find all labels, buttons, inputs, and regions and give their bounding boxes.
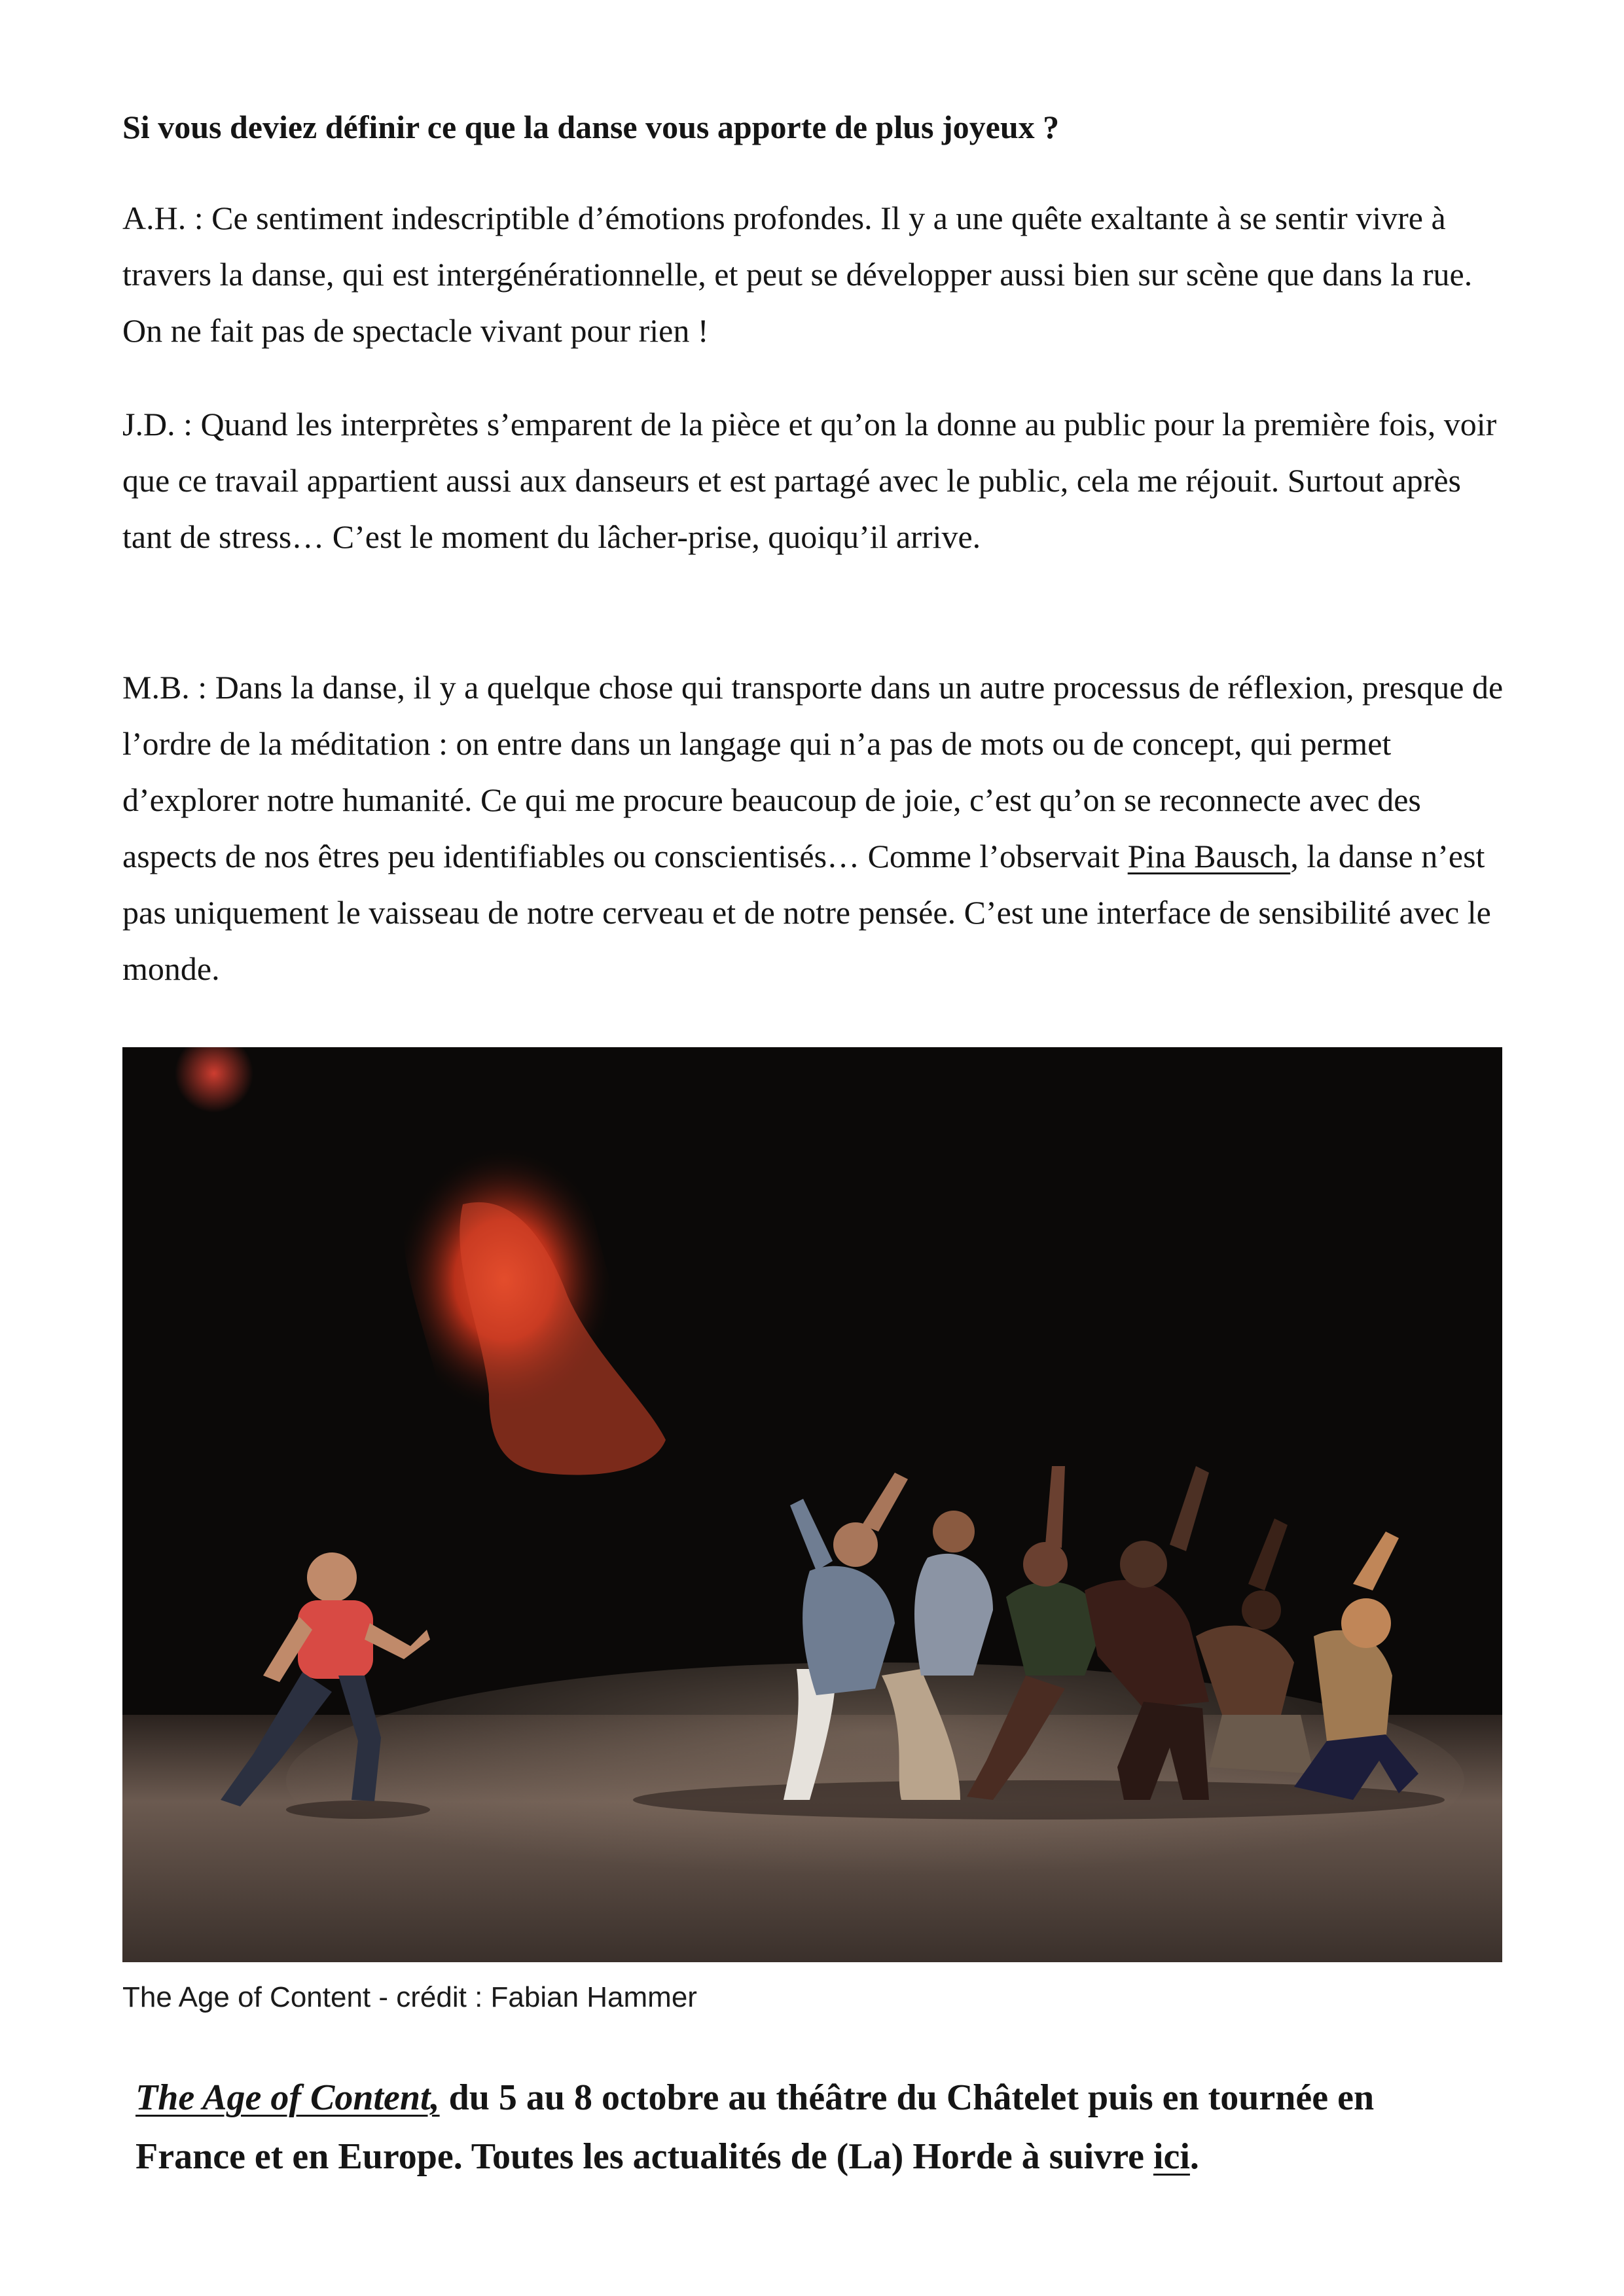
closing-text: du 5 au 8 octobre au théâtre du Châtelet puis en tournée en France et en Europe. Toutes les actualités de (La) Horde à suivre — [135, 2077, 1375, 2177]
answer-jd: J.D. : Quand les interprètes s’emparent de la pièce et qu’on la donne au public pour la première fois, voir que ce travail appartient aussi aux danseurs et est partagé avec le public, cela me réjouit. Surtout après tant de stress… C’est le moment du lâcher-prise, quoiqu’il arrive. — [122, 406, 1497, 555]
answer-mb-text-start: M.B. : Dans la danse, il y a quelque chose qui transporte dans un autre processus de réflexion, presque de l’ordre de la méditation : on entre dans un langage qui n’a pas de mots ou de concept, qui permet d’explorer notre humanité. Ce qui me procure beaucoup de joie, c’est qu’on se reconnecte avec des aspects de nos êtres peu identifiables ou conscientisés… Comme l’observait — [122, 669, 1504, 874]
photo-caption: The Age of Content - crédit : Fabian Hammer — [122, 1981, 697, 2013]
performance-photo — [122, 1047, 1502, 1962]
ici-link[interactable]: ici — [1153, 2136, 1190, 2177]
answer-mb-text-end: , la danse n’est pas uniquement le vaisseau de notre cerveau et de notre pensée. C’est une interface de sensibilité avec le monde. — [122, 838, 1491, 987]
closing-announcement — [135, 2068, 1484, 2186]
answer-mb — [122, 659, 1510, 997]
answer-ah: A.H. : Ce sentiment indescriptible d’émotions profondes. Il y a une quête exaltante à se sentir vivre à travers la danse, qui est intergénérationnelle, et peut se développer aussi bien sur scène que dans la rue. On ne fait pas de spectacle vivant pour rien ! — [122, 200, 1473, 349]
interview-question: Si vous deviez définir ce que la danse vous apporte de plus joyeux ? — [122, 109, 1060, 145]
show-title-link[interactable]: The Age of Content, — [135, 2077, 440, 2118]
pina-bausch-link[interactable]: Pina Bausch — [1127, 838, 1291, 874]
closing-period: . — [1189, 2136, 1199, 2177]
